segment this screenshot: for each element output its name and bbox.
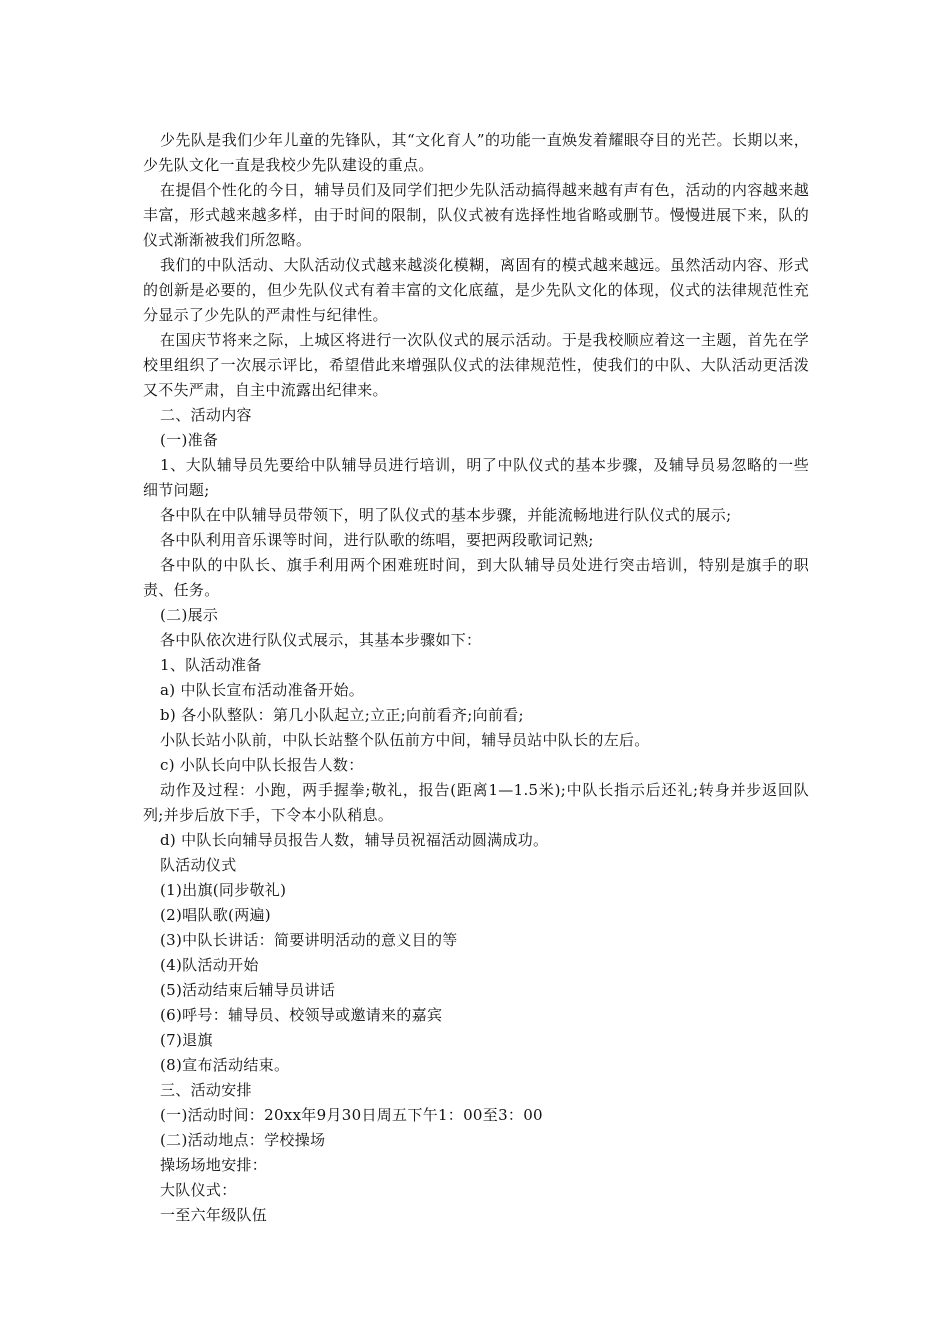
subsection-heading: (一)准备 (160, 431, 219, 449)
paragraph: 各中队在中队辅导员带领下，明了队仪式的基本步骤，并能流畅地进行队仪式的展示; (160, 506, 732, 524)
list-item: (4)队活动开始 (160, 956, 259, 974)
list-item: (2)唱队歌(两遍) (160, 906, 271, 924)
list-item: (6)呼号：辅导员、校领导或邀请来的嘉宾 (160, 1006, 443, 1024)
list-item: (3)中队长讲话：简要讲明活动的意义目的等 (160, 931, 458, 949)
list-item: (7)退旗 (160, 1031, 213, 1049)
paragraph: 小队长站小队前，中队长站整个队伍前方中间，辅导员站中队长的左后。 (160, 731, 650, 749)
list-heading: 队活动仪式 (160, 856, 237, 874)
paragraph: 1、大队辅导员先要给中队辅导员进行培训，明了中队仪式的基本步骤，及辅导员易忽略的一些细节问题; (143, 456, 809, 499)
paragraph: 各中队的中队长、旗手利用两个困难班时间，到大队辅导员处进行突击培训，特别是旗手的职责、任务。 (143, 556, 809, 599)
list-item: (8)宣布活动结束。 (160, 1056, 290, 1074)
paragraph: (一)活动时间：20xx年9月30日周五下午1：00至3：00 (160, 1106, 543, 1124)
paragraph: 操场场地安排： (160, 1156, 268, 1174)
paragraph: 我们的中队活动、大队活动仪式越来越淡化模糊，离固有的模式越来越远。虽然活动内容、形式的创新是必要的，但少先队仪式有着丰富的文化底蕴，是少先队文化的体现，仪式的法律规范性充分显示了少先队的严肃性与纪律性。 (143, 256, 809, 324)
list-item: (1)出旗(同步敬礼) (160, 881, 287, 899)
list-item: (5)活动结束后辅导员讲话 (160, 981, 336, 999)
paragraph: 动作及过程：小跑，两手握拳;敬礼，报告(距离1—1.5米);中队长指示后还礼;转身并步返回队列;并步后放下手，下令本小队稍息。 (143, 781, 809, 824)
paragraph: 各中队利用音乐课等时间，进行队歌的练唱，要把两段歌词记熟; (160, 531, 594, 549)
list-item: d) 中队长向辅导员报告人数，辅导员祝福活动圆满成功。 (160, 831, 549, 849)
paragraph: 大队仪式： (160, 1181, 237, 1199)
paragraph: (二)活动地点：学校操场 (160, 1131, 326, 1149)
list-item: a) 中队长宣布活动准备开始。 (160, 681, 365, 699)
list-item: c) 小队长向中队长报告人数： (160, 756, 364, 774)
paragraph: 各中队依次进行队仪式展示，其基本步骤如下： (160, 631, 482, 649)
paragraph: 一至六年级队伍 (160, 1206, 268, 1224)
document-body (143, 128, 809, 1228)
paragraph: 在国庆节将来之际，上城区将进行一次队仪式的展示活动。于是我校顺应着这一主题，首先在学校里组织了一次展示评比，希望借此来增强队仪式的法律规范性，使我们的中队、大队活动更活泼又不失严肃，自主中流露出纪律来。 (143, 331, 809, 399)
section-heading: 三、活动安排 (160, 1081, 252, 1099)
paragraph: 在提倡个性化的今日，辅导员们及同学们把少先队活动搞得越来越有声有色，活动的内容越来越丰富，形式越来越多样，由于时间的限制，队仪式被有选择性地省略或删节。慢慢进展下来，队的仪式渐渐被我们所忽略。 (143, 181, 809, 249)
list-item: b) 各小队整队：第几小队起立;立正;向前看齐;向前看; (160, 706, 524, 724)
list-heading: 1、队活动准备 (160, 656, 262, 674)
paragraph: 少先队是我们少年儿童的先锋队，其“文化育人”的功能一直焕发着耀眼夺目的光芒。长期以来，少先队文化一直是我校少先队建设的重点。 (143, 131, 809, 174)
subsection-heading: (二)展示 (160, 606, 219, 624)
section-heading: 二、活动内容 (160, 406, 252, 424)
